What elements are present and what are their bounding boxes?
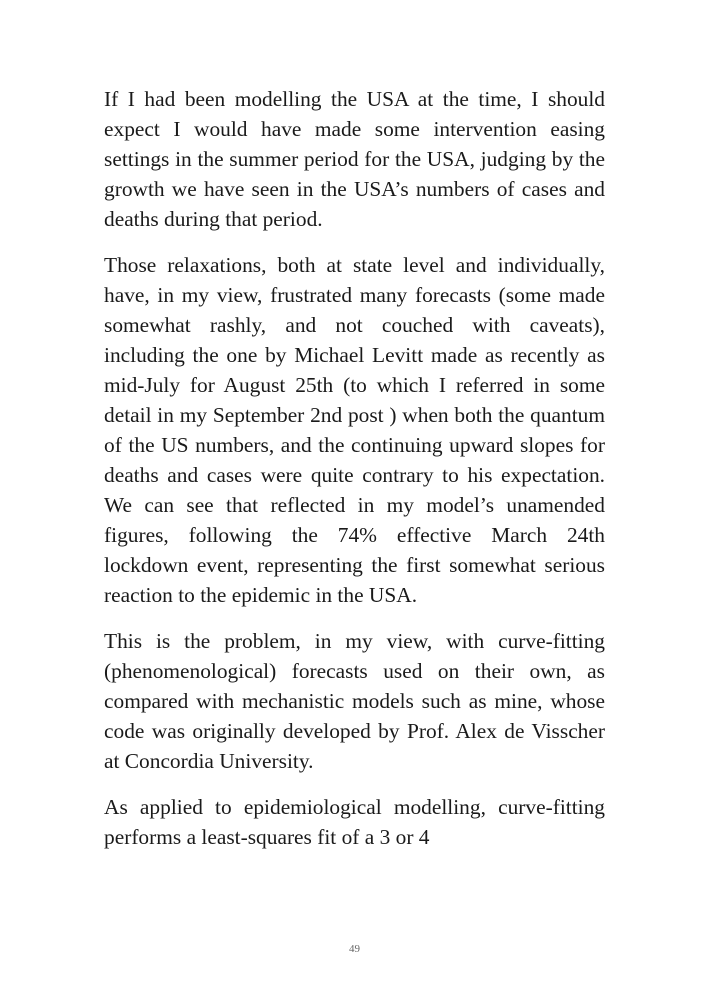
paragraph-usa-modelling: If I had been modelling the USA at the time, I should expect I would have made some intervention easing settings in the summer period for the USA, judging by the growth we have seen in the USA’s numbers of cases and deaths during that period. [104, 87, 605, 231]
paragraph-curve-fitting-problem: This is the problem, in my view, with curve-fitting (phenomenological) forecasts used on their own, as compared with mechanistic models such as mine, whose code was originally developed by Prof. Alex de Visscher at Concordia University. [104, 629, 605, 773]
page-number: 49 [349, 943, 360, 955]
paragraph-relaxations: Those relaxations, both at state level and individually, have, in my view, frustrated many forecasts (some made somewhat rashly, and not couched with caveats), including the one by Michael Levitt made as recently as mid-July for August 25th (to which I referred in some detail in my September 2nd post ) when both the quantum of the US numbers, and the continuing upward slopes for deaths and cases were quite contrary to his expectation. We can see that reflected in my model’s unamended figures, following the 74% effective March 24th lockdown event, representing the first somewhat serious reaction to the epidemic in the USA. [104, 253, 605, 607]
body-text [104, 84, 605, 868]
paragraph-curve-fitting-method: As applied to epidemiological modelling, curve-fitting performs a least-squares fit of a 3 or 4 [104, 795, 605, 849]
